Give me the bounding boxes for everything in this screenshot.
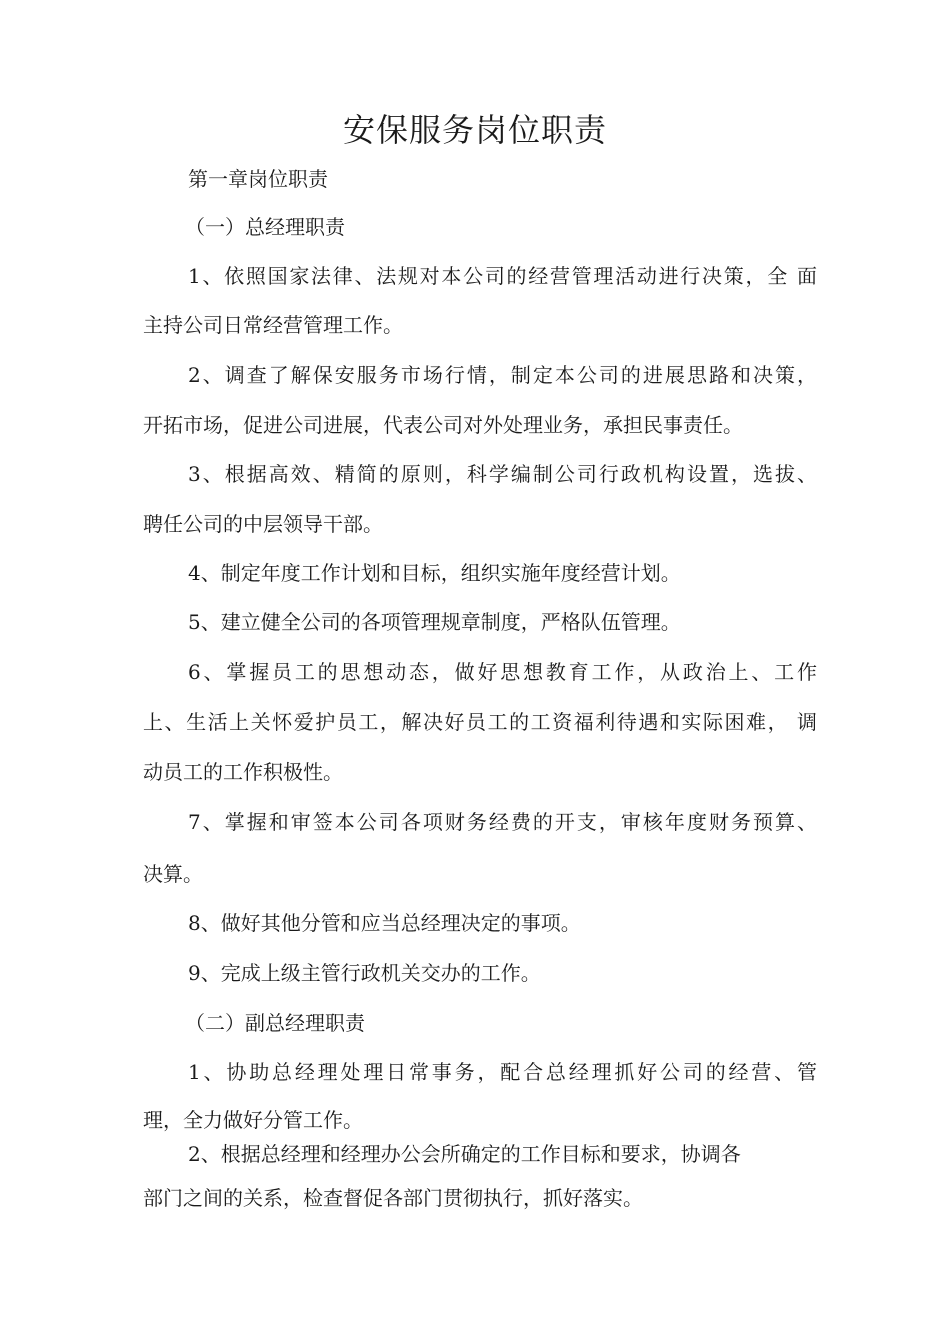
section-heading-general-manager: （一）总经理职责 [185, 215, 345, 239]
duty-item-9: 9、完成上级主管行政机关交办的工作。 [188, 961, 541, 985]
duty-item-1-line-1: 1、依照国家法律、法规对本公司的经营管理活动进行决策，全 面 [188, 264, 817, 288]
duty-item-6-line-1: 6、掌握员工的思想动态，做好思想教育工作，从政治上、工作 [188, 660, 817, 684]
duty-item-2-line-2: 开拓市场，促进公司进展，代表公司对外处理业务，承担民事责任。 [143, 413, 743, 437]
duty-item-7-line-2: 决算。 [143, 862, 203, 886]
section-heading-deputy-general-manager: （二）副总经理职责 [185, 1011, 365, 1035]
duty-item-3-line-1: 3、根据高效、精简的原则，科学编制公司行政机构设置，选拔、 [188, 462, 817, 486]
document-title: 安保服务岗位职责 [342, 111, 607, 149]
duty-item-7-line-1: 7、掌握和审签本公司各项财务经费的开支，审核年度财务预算、 [188, 810, 817, 834]
duty-item-8: 8、做好其他分管和应当总经理决定的事项。 [188, 911, 581, 935]
duty-item-6-line-2: 上、生活上关怀爱护员工，解决好员工的工资福利待遇和实际困难， 调 [143, 710, 817, 734]
duty-item-4: 4、制定年度工作计划和目标，组织实施年度经营计划。 [188, 561, 681, 585]
chapter-heading: 第一章岗位职责 [188, 167, 328, 191]
duty-item-3-line-2: 聘任公司的中层领导干部。 [143, 512, 383, 536]
deputy-duty-item-1-line-2: 理，全力做好分管工作。 [143, 1108, 363, 1132]
duty-item-6-line-3: 动员工的工作积极性。 [143, 760, 343, 784]
deputy-duty-item-2-line-2: 部门之间的关系，检查督促各部门贯彻执行，抓好落实。 [143, 1186, 643, 1210]
deputy-duty-item-1-line-1: 1、协助总经理处理日常事务，配合总经理抓好公司的经营、管 [188, 1060, 817, 1084]
deputy-duty-item-2-line-1: 2、根据总经理和经理办公会所确定的工作目标和要求，协调各 [188, 1142, 741, 1166]
duty-item-1-line-2: 主持公司日常经营管理工作。 [143, 313, 403, 337]
duty-item-5: 5、建立健全公司的各项管理规章制度，严格队伍管理。 [188, 610, 681, 634]
duty-item-2-line-1: 2、调查了解保安服务市场行情，制定本公司的进展思路和决策， [188, 363, 817, 387]
